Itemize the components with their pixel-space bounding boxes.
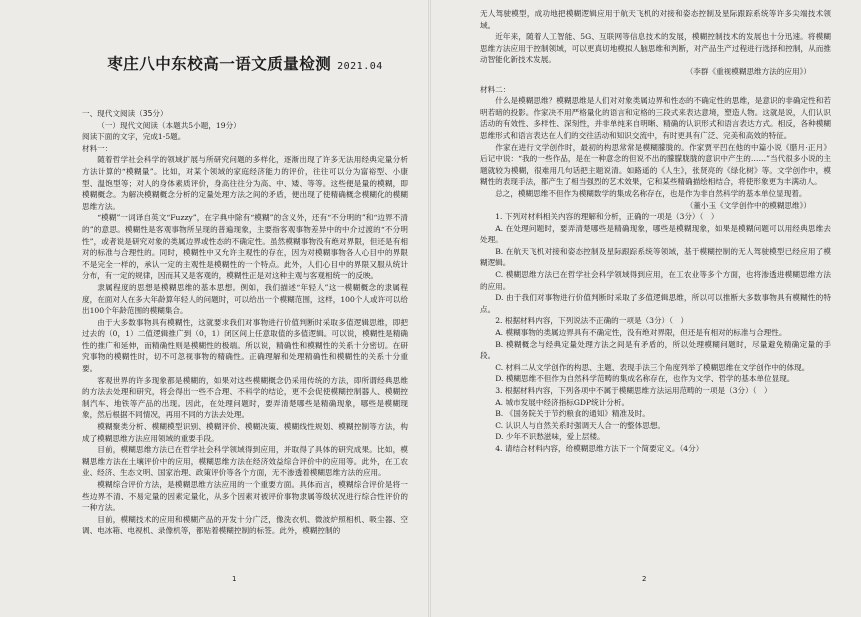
material1-paragraph: 随着哲学社会科学的领域扩展与所研究问题的多样化，逐渐出现了许多无法用经典定量分析方法计算的“模糊量”。比如，对某个领域的家庭经济能力的评价，往往可以分为富裕型、小康型、温饱型等；对人的身体素质评价，身高往往分为高、中、矮、等等。这些便是量的模糊，即模糊概念。为解决模糊概念分析的定量处理方法之间的矛盾，便出现了使精确概念模糊化的模糊思维方法。 bbox=[82, 155, 408, 211]
material1-continuation: 无人驾驶模型，成功地把模糊逻辑应用于航天飞机的对接和姿态控制及星际跟踪系统等许多尖端技术领域。 bbox=[480, 9, 831, 30]
question-1-option-c: C. 模糊思维方法已在哲学社会科学领域得到应用，在工农业等多个方面，也将渗透进模糊思维方法的应用。 bbox=[480, 270, 831, 291]
question-4-stem: 4. 请结合材料内容，给模糊思维方法下一个简要定义。（4分） bbox=[495, 443, 704, 453]
question-2-option-a: A. 模糊事物的类属边界具有不确定性，没有绝对界限，但还是有相对的标准与合理性。 bbox=[495, 328, 787, 338]
material1-paragraph: 隶属程度的思想是模糊思维的基本思想。例如，我们描述“年轻人”这一模糊概念的隶属程度，在面对人在多大年龄算年轻人的问题时，可以给出一个模糊范围，这样，100个人或许可以给出100个年龄范围的模糊集合。 bbox=[82, 282, 408, 316]
question-3-stem: 3. 根据材料内容，下列各项中不属于模糊思维方法运用范畴的一项是（3分）（ ） bbox=[495, 386, 772, 395]
section-heading: 一、现代文阅读（35分） bbox=[82, 109, 168, 118]
question-1-option-d: D. 由于我们对事物进行价值判断时采取了多值逻辑思维，所以可以推断大多数事物具有模糊性的特点。 bbox=[480, 293, 831, 314]
question-1-option-a: A. 在处理问题时，要弄清楚哪些是精确现象，哪些是模糊现象，如果是模糊问题可以用经典思维去处理。 bbox=[480, 223, 831, 245]
material1-label: 材料一： bbox=[82, 143, 113, 153]
exam-date: 2021.04 bbox=[337, 61, 383, 72]
question-1-option-b: B. 在航天飞机对接和姿态控制及星际跟踪系统等领域，基于模糊控制的无人驾驶模型已经应用了模糊逻辑。 bbox=[480, 246, 831, 268]
page-right bbox=[430, 0, 861, 617]
material1-paragraph: 模糊综合评价方法，是模糊思维方法应用的一个重要方面。具体而言，模糊综合评价是将一些边界不清、不易定量的因素定量化，从多个因素对被评价事物隶属等级状况进行综合性评价的一种方法。 bbox=[82, 480, 408, 513]
question-2-option-d: D. 模糊思维不但作为自然科学范畴的集成名称存在，也作为文学、哲学的基本单位显现。 bbox=[495, 374, 795, 384]
question-2-stem: 2. 根据材料内容，下列说法不正确的一项是（3分）（ ） bbox=[495, 316, 689, 326]
page-number-right: 2 bbox=[642, 575, 647, 583]
material1-paragraph: 客观世界的许多现象都是模糊的，如果对这些模糊概念仍采用传统的方法，即所谓经典思维的方法去处理和研究，将会得出一些不合理、不科学的结论，更不会促使模糊控制器人、模糊控制汽车、地铁等产品的出现。因此，在处理问题时，要弄清楚哪些是精确现象，哪些是模糊现象，然后根据不同情况，再用不同的方法去处理。 bbox=[82, 375, 408, 420]
material1-paragraph: 模糊聚类分析、模糊模型识别、模糊评价、模糊决策、模糊线性规划、模糊控制等方法，构成了模糊思维方法应用领域的重要手段。 bbox=[82, 422, 408, 443]
material1-paragraph: 目前，模糊技术的应用和模糊产品的开发十分广泛，像洗衣机、微波炉照相机、吸尘器、空调、电冰箱、电视机、录像机等，都贴着模糊控制的标签。此外，模糊控制的 bbox=[82, 514, 408, 536]
material2-paragraph: 什么是模糊思维？模糊思维是人们对对象类属边界和性态的不确定性的思维，是意识的非确定性和若明若暗的投影。作家决不用严格量化的语言和定格的三段式来表达意境，塑造人物。这就是说，人们认识活动的有效性、多样性、深刻性，并非单纯来自明晰、精确的认识形式和语言表达方式。相反，各种模糊思维形式和语言表达在人们的交往活动和知识交流中，有时更具有广泛、完美和高效的特征。 bbox=[480, 96, 831, 140]
material1-paragraph: 由于大多数事物具有模糊性，这就要求我们对事物进行价值判断时采取多值逻辑思维，即把过去的（0，1）二值逻辑推广到（0，1）闭区间上任意取值的多值逻辑。可以说，模糊性是精确性的推广和延伸，而精确性则是模糊性的极端。所以说，精确性和模糊性的关系十分密切。在研究事物的模糊性时，切不可忽视事物的精确性。正确理解和处理精确性和模糊性的关系十分重要。 bbox=[82, 317, 408, 374]
page-number-left: 1 bbox=[232, 575, 237, 583]
material2-label: 材料二： bbox=[480, 84, 511, 94]
material1-paragraph: 目前，模糊思维方法已在哲学社会科学领域得到应用，并取得了具体的研究成果。比如，模糊思维方法在土壤评价中的应用，模糊思维方法在经济效益综合评价中的应用等。此外，在工农业、经济、生态文明、国家治理、政策评价等各个方面，无不渗透着模糊思维方法的应用。 bbox=[82, 445, 408, 478]
page-left bbox=[0, 0, 430, 617]
exam-title bbox=[82, 52, 408, 74]
source-citation-2: （董小玉《文学创作中的模糊思维》） bbox=[685, 200, 811, 210]
question-3-option-c: C. 认识人与自然关系时强调天人合一的整体思想。 bbox=[495, 420, 666, 430]
material2-paragraph: 总之，模糊思维不但作为模糊数学的集成名称存在，也是作为非自然科学的基本单位显现着。 bbox=[495, 188, 807, 198]
material1-paragraph: “模糊”一词译自英文“Fuzzy”，在字典中除有“模糊”的含义外，还有“不分明的”和“边界不清的”的意思。模糊性是客观事物所呈现的普遍现象，主要指客观事物差异中的中介过渡的“不分明性”，或者说是研究对象的类属边界或性态的不确定性。虽然模糊事物没有绝对界限，但还是有相对的标准与合理性的。同时，模糊性中又允许主观性的存在，因为对模糊事物各人心目中的界限不是完全一样的，承认一定的主观性是模糊性的一个特点。此外，人们心目中的界限又服从统计分布，有一定的规律，因而其又是客观的，模糊性正是对这种主观与客观相统一的反映。 bbox=[82, 213, 408, 281]
question-2-option-b: B. 模糊概念与经典定量处理方法之间是有矛盾的，所以处理模糊问题时，尽量避免精确定量的手段。 bbox=[480, 339, 831, 361]
question-2-option-c: C. 材料二从文学创作的构思、主题、表现手法三个角度列举了模糊思维在文学创作中的体现。 bbox=[495, 362, 810, 372]
subsection-heading: （一）现代文阅读（本题共5小题，19分） bbox=[97, 120, 241, 130]
material1-paragraph: 近年来，随着人工智能、5G、互联网等信息技术的发展，模糊控制技术的发展也十分迅速。将模糊思维方法应用于控制领域，可以更真切地模拟人脑思维和判断，对产品生产过程进行选择和控制，从而推动智能化新技术发展。 bbox=[480, 32, 831, 65]
material2-paragraph: 作家在进行文学创作时，最初的构思常常是模糊朦胧的。作家贾平凹在他的中篇小说《腊月·正月》后记中说：“我的一些作品，是在一种意念的但说不出的朦朦胧胧的意识中产生的……”当代很多小说的主题就较为模糊，很难用几句话把主题说清。如路遥的《人生》，张贤亮的《绿化树》等。文学创作中，模糊性的表现手法，都产生了相当强烈的艺术效果，它和某些精确描绘相结合，将使形象更为丰满动人。 bbox=[480, 142, 831, 187]
question-3-option-a: A. 城市发展中经济指标GDP统计分析。 bbox=[495, 397, 630, 407]
exam-title-text: 枣庄八中东校高一语文质量检测 bbox=[107, 55, 332, 73]
question-3-option-b: B. 《国务院关于节约粮食的通知》精准及时。 bbox=[495, 409, 650, 419]
source-citation-1: （李群《重视模糊思维方法的应用》） bbox=[685, 66, 811, 76]
instruction-text: 阅读下面的文字，完成1-5题。 bbox=[82, 132, 186, 142]
question-1-stem: 1. 下列对材料相关内容的理解和分析，正确的一项是（3分）（ ） bbox=[495, 212, 719, 222]
question-3-option-d: D. 少年不识愁滋味，爱上层楼。 bbox=[495, 432, 605, 442]
